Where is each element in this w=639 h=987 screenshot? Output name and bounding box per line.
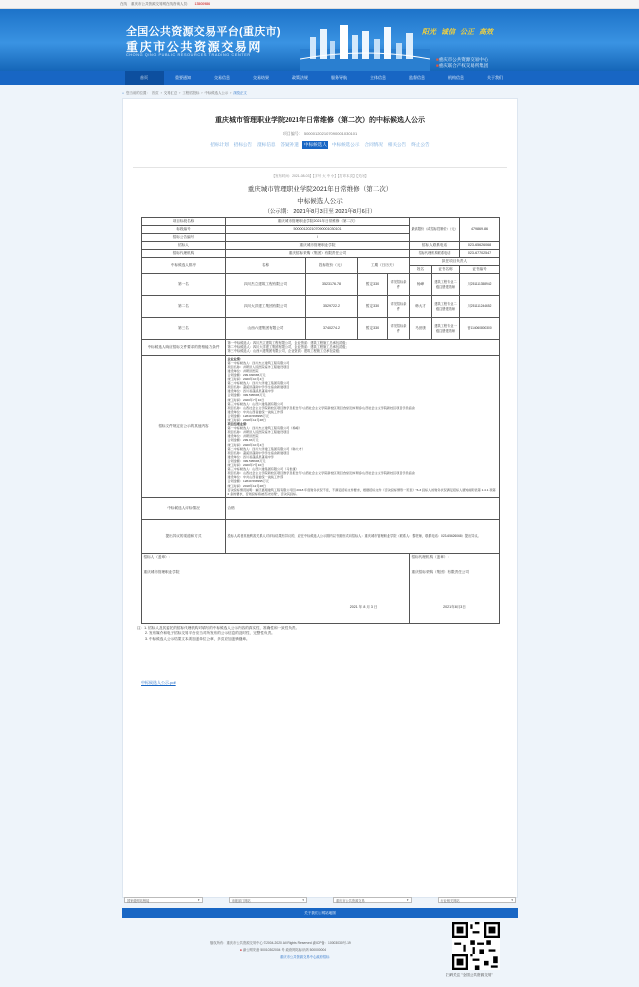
chevron-down-icon: ▾ (511, 898, 513, 902)
label-project: 项目标段名称 (142, 218, 226, 226)
other-line: 第一中标候选人：四川杰立建筑工程有限公司 (227, 360, 290, 365)
type-3: 详见招标条件 (388, 318, 410, 340)
emblem-icon: ● (240, 948, 242, 952)
nav-notices[interactable]: 重要通知 (175, 75, 191, 80)
tab-notice[interactable]: 招标公告 (233, 142, 253, 147)
label-tenderer-phone: 招标人联系电话 (410, 242, 460, 250)
tab-terminate[interactable]: 终止公告 (411, 142, 430, 147)
name-1: 四川杰立建筑工程有限公司 (226, 274, 306, 296)
breadcrumb-home[interactable]: 首页 (151, 91, 159, 95)
org-names (436, 57, 488, 69)
other-line: 合同金额：12840.598995万元 (227, 479, 269, 484)
other-line: 竣工时间：2020年10月4日 (227, 377, 265, 382)
note-line: 注：1. 招标人及其委托的招标代理机构对填写的中标候选人公示内容的真实性、准确性和一致性负责。 (137, 625, 300, 630)
header-pm: 拟任项目负责人 (410, 258, 500, 266)
breadcrumb-current: 浏览正文 (233, 91, 247, 95)
header-pm-certno: 证书编号 (460, 266, 500, 274)
other-line: 建设单位：中共山西省委统一战线工作部 (227, 475, 284, 480)
label-max-price: 最高限价（或招标控制价）（元） (410, 218, 460, 242)
qual-line: 第一中标候选人：四川杰立建筑工程有限公司，企业资质：建筑工程施工总承包贰级； (227, 341, 349, 345)
header-period: 工期（日历天） (358, 258, 410, 274)
attachment-link[interactable]: 中标候选人公示.pdf (141, 680, 176, 686)
value-qualification (226, 340, 500, 356)
slogan-3: 公正 (460, 29, 474, 36)
notes (137, 626, 517, 643)
select-industry-links[interactable]: 行业相关网站 ▾ (438, 897, 517, 903)
other-line: 企业业绩： (227, 356, 243, 361)
other-line: 项目名称：蓬溪县蓬南中学学生宿舍新建项目 (227, 385, 290, 390)
doc-subheading: 中标候选人公示 (297, 198, 343, 205)
header-rank: 中标候选人排序 (142, 258, 226, 274)
breadcrumb-prefix: 您当前的位置： (126, 91, 150, 95)
qr-code-icon (452, 922, 500, 970)
cert-2: 建筑工程专业二级注册建造师 (432, 296, 460, 318)
rank-3: 第三名 (142, 318, 226, 340)
other-line: 建设单位：井研县医院 (227, 434, 259, 439)
cert-3: 建筑工程专业一级注册建造师 (432, 318, 460, 340)
site-subtitle: 重庆市公共资源交易网 (126, 40, 263, 54)
period-3: 暂定330 (358, 318, 388, 340)
value-tenderer: 重庆城市管理职业学院 (226, 242, 410, 250)
nav-supervision[interactable]: 监督信息 (409, 75, 425, 80)
chevron-down-icon: ▾ (197, 898, 200, 902)
slogans (422, 27, 493, 37)
site-banner (0, 9, 639, 71)
candidate-table (141, 217, 500, 624)
other-line: 否决投标情况说明：重庆嘉翔建筑工程有限公司因 2018 年度财务状况不佳，不满足招标文件要求，根据招标文件《否决投标情形一览表》"6-3 投标人的财务状况满足招标人须知前附表第 1.4.1 项第 2 条的要求，否则投标将被否决处理"，否决其投标。 (227, 487, 496, 496)
pm-2: 韩大才 (410, 296, 432, 318)
footer-linkbar[interactable]: 关于我们 | 网站地图 (122, 908, 518, 918)
chevron-down-icon: ▾ (406, 898, 409, 902)
label-agent: 招标代理机构 (142, 250, 226, 258)
nav-home[interactable]: 首页 (125, 71, 164, 85)
rank-1: 第一名 (142, 274, 226, 296)
stage-tabs (123, 141, 517, 149)
label-qualification: 中标候选人响应招标文件要求的资格能力条件 (142, 340, 226, 356)
label-agent-phone: 招标代理机构联系电话 (410, 250, 460, 258)
project-number: 项目编号： 500001202107090001030101 (282, 131, 358, 136)
other-line: 竣工时间：2020年7月10日 (227, 397, 265, 402)
price-3: 3740274.2 (306, 318, 358, 340)
nav-about[interactable]: 关于我们 (487, 75, 503, 80)
slogan-4: 高效 (479, 29, 493, 36)
select-cq-links[interactable]: 重庆市公共资源交易 ▾ (333, 897, 412, 903)
other-line: 合同金额：399.595696万元 (227, 393, 266, 398)
nav-service[interactable]: 服务导航 (331, 75, 347, 80)
value-evaluation: 合格 (226, 497, 500, 519)
doc-heading: 重庆城市管理职业学院2021年日常维修（第二次） (247, 186, 393, 193)
certno-3: 晋114060800300 (460, 318, 500, 340)
sign-agent-label: 招标代理机构（盖章）： (411, 554, 452, 559)
nav-trade-info[interactable]: 交易信息 (214, 75, 230, 80)
tab-qa[interactable]: 答疑补遗 (280, 142, 299, 147)
other-line: 竣工时间：2018年12月28日 (227, 483, 267, 488)
breadcrumb: ⌂ 您当前的位置： 首页 › 交易汇总 › 工程招投标 › 中标候选人公示 › 浏览正文 (122, 90, 247, 95)
login-link[interactable]: 在线 (120, 1, 127, 6)
tab-candidates[interactable]: 中标候选人 (303, 142, 327, 147)
nav-entity[interactable]: 主体信息 (370, 75, 386, 80)
sign-tenderer-cell (142, 553, 410, 623)
tab-related[interactable]: 相关公告 (387, 142, 407, 147)
sign-tenderer-label: 招标人（盖章）： (143, 554, 173, 559)
pm-1: 杨峰 (410, 274, 432, 296)
other-line: 第二中标候选人：四川大洋建工集团有限公司（韩大才） (227, 446, 305, 451)
rank-2: 第二名 (142, 296, 226, 318)
top-bar (0, 0, 639, 9)
note-line: 3. 中标候选人公示结果文本须加盖单位公章，多页应加盖骑缝章。 (145, 636, 250, 641)
org-2: ■ 重庆联合产权交易所集团 (436, 63, 488, 69)
footer-info (210, 940, 351, 961)
home-icon: ⌂ (122, 90, 125, 95)
other-line: 项目名称：井研县人民医院室外工程建设项目 (227, 430, 290, 435)
header-name: 名称 (226, 258, 306, 274)
select-city-links[interactable]: 市级部门网站 ▾ (229, 897, 308, 903)
qr-caption: 扫码关注 "全国公共资源交易" (446, 973, 493, 977)
price-1: 3523176.78 (306, 274, 358, 296)
other-line: 项目经理业绩： (227, 422, 250, 427)
other-line: 建设单位：四川省蓬溪县蓬南中学 (227, 389, 274, 394)
pm-3: 马世康 (410, 318, 432, 340)
price-2: 3529722.2 (306, 296, 358, 318)
copyright: 版权所有：重庆市公共资源交易中心 ©2004-2020 All Rights Reserved 渝ICP备：10003030号-19 (210, 941, 351, 945)
other-line: 竣工时间：2020年10月4日 (227, 442, 265, 447)
doc-period: （公示期： 2021年8月3日至 2021年8月6日） (264, 209, 376, 215)
label-section: 标段编号 (142, 226, 226, 234)
other-line: 合同金额：12840.598995万元 (227, 413, 269, 418)
other-line: 建设单位：井研县医院 (227, 368, 259, 373)
other-line: 第一中标候选人：四川杰立建筑工程有限公司（杨峰） (227, 426, 302, 431)
qual-line: 第二中标候选人：四川大洋建工集团有限公司，企业资质：建筑工程施工总承包贰级； (227, 345, 349, 350)
select-national-links[interactable]: 国家级网站链接 ▾ (124, 897, 203, 903)
type-2: 详见招标条件 (388, 296, 410, 318)
tab-plan[interactable]: 招标计划 (210, 142, 229, 147)
site-subtitle-en: CHONG QING PUBLIC RESOURCES TRADING CENTER (126, 53, 251, 57)
site-title: 全国公共资源交易平台(重庆市) (126, 26, 281, 38)
sign-agent-date: 2021年8月3日 (443, 604, 466, 609)
sign-agent-cell (410, 553, 500, 623)
org-1: ■ 重庆市公共资源交易中心 (436, 57, 488, 63)
chevron-down-icon: ▾ (302, 898, 304, 902)
type-1: 详见招标条件 (388, 274, 410, 296)
other-line: 合同金额：299.93万元 (227, 438, 259, 443)
slogan-2: 诚信 (441, 29, 455, 36)
value-tenderer-phone: 023-65626068 (460, 242, 500, 250)
header-price: 投标报价（元） (306, 258, 358, 274)
label-notice: 招标公告编号 (142, 234, 226, 242)
city-skyline-image (300, 19, 430, 71)
label-evaluation: 中标候选人评标情况 (142, 497, 226, 519)
note-line: 2. 发布媒介和电子招标交易平台应当对所发布的公示信息的及时性、完整性负责。 (145, 631, 275, 636)
breadcrumb-candidates[interactable]: 中标候选人公示 (204, 91, 229, 95)
nav-agency[interactable]: 机构信息 (448, 75, 464, 80)
name-2: 四川大洋建工集团有限公司 (226, 296, 306, 318)
main-nav (0, 71, 639, 85)
certno-2: 川251111244652 (460, 296, 500, 318)
slogan-1: 阳光 (422, 29, 436, 36)
nav-policy[interactable]: 政策法规 (292, 75, 308, 80)
other-line: 第二中标候选人：四川大洋建工集团有限公司 (227, 381, 290, 386)
qual-line: 第三中标候选人：山西六建集团有限公司，企业资质：建筑工程施工总承包壹级； (227, 349, 343, 354)
value-section: 500001202107090001030101 (226, 226, 410, 234)
hotline-text: 重庆市公共资源交易网在线咨询人员： (131, 1, 191, 6)
certno-1: 川251111358942 (460, 274, 500, 296)
label-objection: 提出异议的渠道和方式 (142, 519, 226, 553)
header-pm-name: 姓名 (410, 266, 432, 274)
value-agent-phone: 023-67702547 (460, 250, 500, 258)
publish-meta: 【发布时间：2021-08-03】【字号 大 中 小】【打印本页】【关闭】 (133, 167, 507, 178)
other-line: 第三中标候选人：山西六建集团有限公司（马世康） (227, 467, 299, 472)
other-line: 项目名称：山西社会主义学院新校区项目教学及报告厅/山西社会主义学院新校区项目食堂及体育馆/山西社会主义学院新校区项目学员宿舍 (227, 405, 415, 410)
period-2: 暂定330 (358, 296, 388, 318)
other-line: 项目名称：井研县人民医院室外工程建设项目 (227, 364, 290, 369)
other-line: 竣工时间：2020年7月10日 (227, 463, 265, 468)
cert-1: 建筑工程专业二级注册建造师 (432, 274, 460, 296)
other-line: 建设单位：中共山西省委统一战线工作部 (227, 409, 284, 414)
value-max-price: 479869.86 (460, 218, 500, 242)
tab-candidate-notice[interactable]: 中标候选公示 (331, 142, 360, 147)
value-agent: 重庆招标采购（集团）有限责任公司 (226, 250, 410, 258)
friend-links (122, 897, 518, 903)
article-panel (122, 98, 518, 898)
value-project: 重庆城市管理职业学院2021年日常维修（第二次） (226, 218, 410, 226)
breadcrumb-summary[interactable]: 交易汇总 (163, 91, 178, 95)
sign-tenderer-date: 2021 年 8 月 3 日 (349, 604, 378, 609)
footer-link[interactable]: 重庆市公共资源交易中心政府招标 (280, 955, 330, 959)
other-line: 合同金额：299.930686万元 (227, 372, 266, 377)
value-other (226, 355, 500, 497)
other-line: 合同金额：399.595696万元 (227, 458, 266, 463)
page-title: 重庆城市管理职业学院2021年日常维修（第二次）的中标候选人公示 (215, 116, 425, 124)
label-tenderer: 招标人 (142, 242, 226, 250)
sign-agent-name: 重庆招标采购（集团）有限责任公司 (411, 569, 469, 574)
value-objection: 投标人或者其他利害关系人对评标结果有异议的，应在中标候选人公示期内以书面形式向招标人：重庆城市管理职业学院（联系人：黎老师，联系电话：023-65626068）提出异议。 (226, 519, 500, 553)
other-line: 项目名称：山西社会主义学院新校区项目教学及报告厅/山西社会主义学院新校区项目食堂及体育馆/山西社会主义学院新校区项目学员宿舍 (227, 471, 415, 476)
police-record: ● 渝公网安备 50010302004 号 政府网站标识码 500000004 (240, 948, 327, 952)
tab-clarify[interactable]: 澄标信息 (257, 142, 276, 147)
sign-tenderer-name: 重庆城市管理职业学院 (143, 569, 180, 574)
other-line: 建设单位：四川省蓬溪县蓬南中学 (227, 454, 274, 459)
tab-contract[interactable]: 合同情况 (364, 142, 383, 147)
label-other: 招标文件规定应公示的其他内容 (142, 355, 226, 497)
breadcrumb-engineering[interactable]: 工程招投标 (182, 91, 200, 95)
nav-trade-result[interactable]: 交易结果 (253, 75, 269, 80)
name-3: 山西六建集团有限公司 (226, 318, 306, 340)
period-1: 暂定330 (358, 274, 388, 296)
header-pm-cert: 证书名称 (432, 266, 460, 274)
value-notice: / (226, 234, 410, 242)
other-line: 竣工时间：2018年12月28日 (227, 418, 267, 423)
hotline-phone: 13500986 (194, 2, 211, 6)
other-line: 项目名称：蓬溪县蓬南中学学生宿舍新建项目 (227, 450, 290, 455)
other-line: 第三中标候选人：山西六建集团有限公司 (227, 401, 284, 406)
